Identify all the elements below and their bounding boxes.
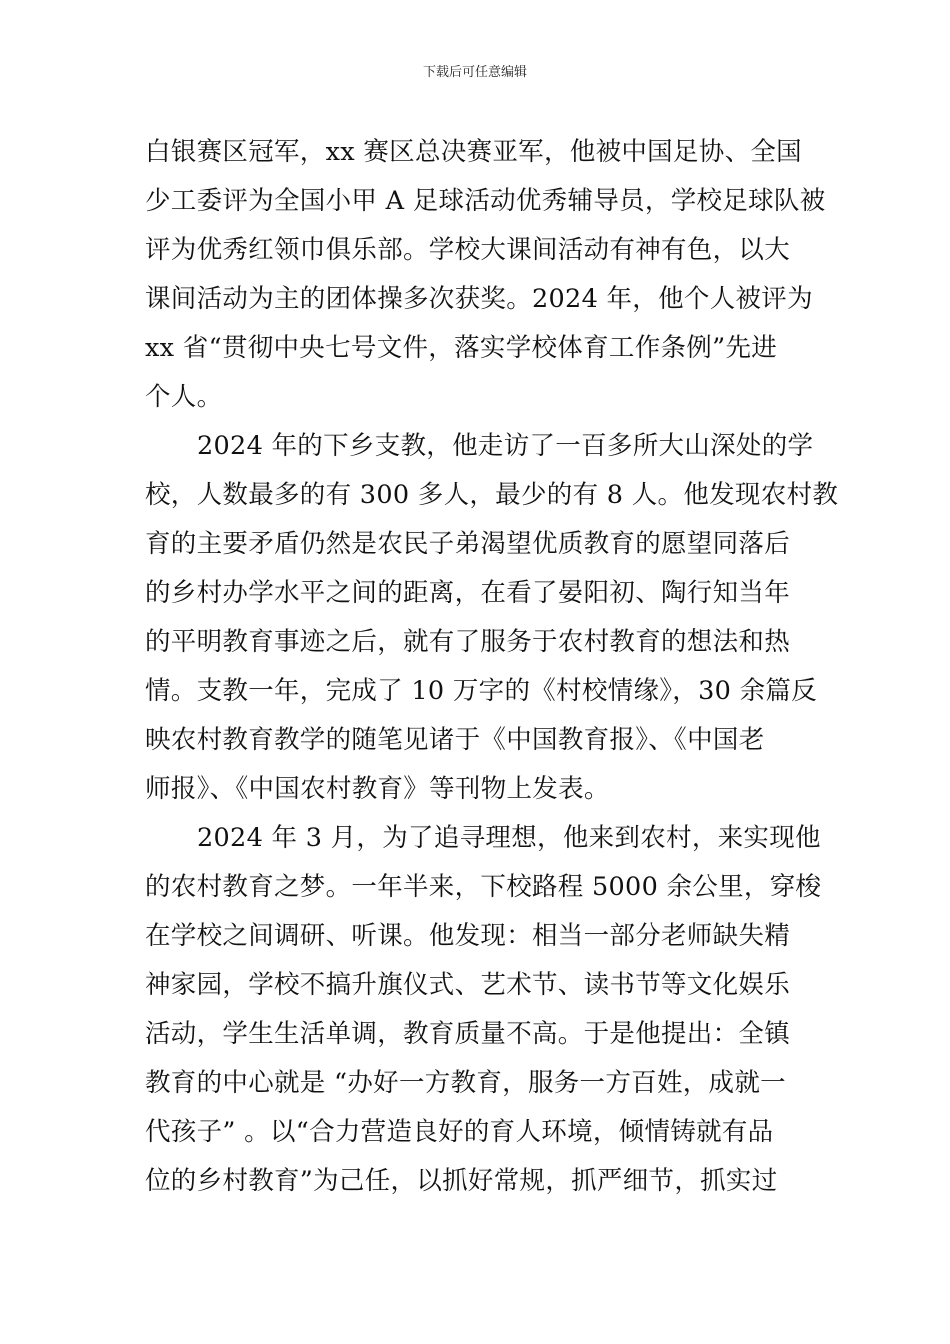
text-line: xx 省“贯彻中央七号文件，落实学校体育工作条例”先进	[145, 333, 778, 363]
text-line: 教育的中心就是 “办好一方教育，服务一方百姓，成就一	[145, 1068, 786, 1098]
text-line: 白银赛区冠军，xx 赛区总决赛亚军，他被中国足协、全国	[145, 137, 802, 167]
text-line: 活动，学生生活单调，教育质量不高。于是他提出：全镇	[145, 1019, 791, 1049]
text-line: 个人。	[145, 382, 223, 412]
text-line: 评为优秀红领巾俱乐部。学校大课间活动有神有色，以大	[145, 235, 791, 265]
paragraph-3	[145, 814, 822, 1206]
text-line: 的乡村办学水平之间的距离，在看了晏阳初、陶行知当年	[145, 578, 791, 608]
text-line: 的农村教育之梦。一年半来，下校路程 5000 余公里，穿梭	[145, 872, 822, 902]
text-line: 校，人数最多的有 300 多人，最少的有 8 人。他发现农村教	[145, 480, 839, 510]
text-line: 师报》、《中国农村教育》等刊物上发表。	[145, 774, 610, 804]
text-line: 映农村教育教学的随笔见诸于《中国教育报》、《中国老	[145, 725, 765, 755]
text-line: 情。支教一年，完成了 10 万字的《村校情缘》，30 余篇反	[145, 676, 817, 706]
page-header: 下载后可任意编辑	[422, 65, 527, 80]
text-line: 代孩子” 。以“合力营造良好的育人环境，倾情铸就有品	[145, 1117, 774, 1147]
document-body	[145, 128, 839, 1206]
text-line: 课间活动为主的团体操多次获奖。2024 年，他个人被评为	[145, 284, 813, 314]
paragraph-1	[145, 128, 826, 422]
paragraph-2	[145, 422, 839, 814]
text-line: 神家园，学校不搞升旗仪式、艺术节、读书节等文化娱乐	[145, 970, 791, 1000]
text-line-first: 2024 年 3 月，为了追寻理想，他来到农村，来实现他	[197, 823, 821, 853]
text-line: 位的乡村教育”为己任，以抓好常规，抓严细节，抓实过	[145, 1166, 778, 1196]
text-line: 在学校之间调研、听课。他发现：相当一部分老师缺失精	[145, 921, 791, 951]
text-line: 的平明教育事迹之后，就有了服务于农村教育的想法和热	[145, 627, 791, 657]
text-line-first: 2024 年的下乡支教，他走访了一百多所大山深处的学	[197, 431, 814, 461]
text-line: 育的主要矛盾仍然是农民子弟渴望优质教育的愿望同落后	[145, 529, 791, 559]
text-line: 少工委评为全国小甲 A 足球活动优秀辅导员，学校足球队被	[145, 186, 826, 216]
